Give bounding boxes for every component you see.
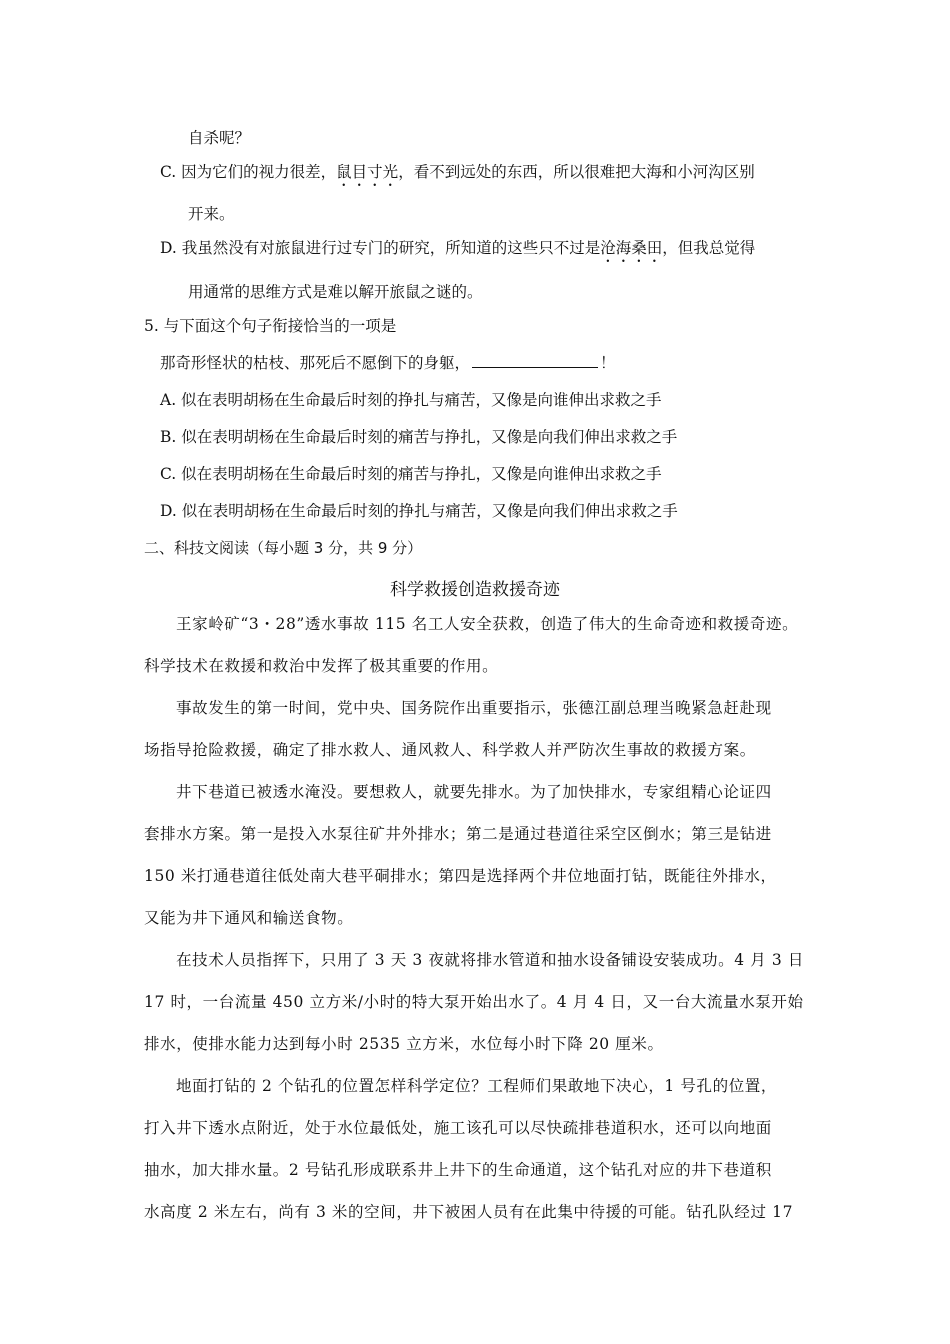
article-line: 150 米打通巷道往低处南大巷平硐排水；第四是选择两个井位地面打钻，既能往外排水， <box>144 867 777 885</box>
article-line: 17 时，一台流量 450 立方米/小时的特大泵开始出水了。4 月 4 日，又一台大流量水泵开始 <box>144 993 804 1011</box>
article-line: 王家岭矿“3・28”透水事故 115 名工人安全获救，创造了伟大的生命奇迹和救援奇迹。 <box>176 615 799 633</box>
option-d-text-post: ，但我总觉得 <box>662 239 756 257</box>
article-line: 打入井下透水点附近，处于水位最低处，施工该孔可以尽快疏排巷道积水，还可以向地面 <box>144 1119 772 1137</box>
article-line: 地面打钻的 2 个钻孔的位置怎样科学定位？工程师们果敢地下决心，1 号孔的位置， <box>176 1077 778 1095</box>
article-line: 套排水方案。第一是投入水泵往矿井外排水；第二是通过巷道往采空区倒水；第三是钻进 <box>144 825 772 843</box>
sentence-text: 那奇形怪状的枯枝、那死后不愿倒下的身躯， <box>160 354 471 372</box>
option-d-emphasis: 沧海桑田 <box>600 239 663 257</box>
question-5-option-c: C. 似在表明胡杨在生命最后时刻的痛苦与挣扎，又像是向谁伸出求救之手 <box>160 465 662 483</box>
article-line: 井下巷道已被透水淹没。要想救人，就要先排水。为了加快排水，专家组精心论证四 <box>176 783 772 801</box>
article-line: 抽水，加大排水量。2 号钻孔形成联系井上井下的生命通道，这个钻孔对应的井下巷道积 <box>144 1161 772 1179</box>
question-5-option-a: A. 似在表明胡杨在生命最后时刻的挣扎与痛苦，又像是向谁伸出求救之手 <box>160 391 662 409</box>
sentence-end: ！ <box>600 354 616 372</box>
question-5-option-b: B. 似在表明胡杨在生命最后时刻的痛苦与挣扎，又像是向我们伸出求救之手 <box>160 428 678 446</box>
option-d-text-pre: D. 我虽然没有对旅鼠进行过专门的研究，所知道的这些只不过是 <box>160 239 601 257</box>
question-5-sentence <box>160 353 616 373</box>
option-c-continuation: 开来。 <box>188 205 235 223</box>
option-c-text-post: ，看不到远处的东西，所以很难把大海和小河沟区别 <box>398 163 755 181</box>
article-title: 科学救援创造救援奇迹 <box>390 580 560 600</box>
question-5-stem: 5. 与下面这个句子衔接恰当的一项是 <box>144 317 397 335</box>
option-d <box>160 238 755 266</box>
article-line: 事故发生的第一时间，党中央、国务院作出重要指示，张德江副总理当晚紧急赶赴现 <box>176 699 772 717</box>
article-line: 又能为井下通风和输送食物。 <box>144 909 354 927</box>
article-line: 在技术人员指挥下，只用了 3 天 3 夜就将排水管道和抽水设备铺设安装成功。4 月 3 日 <box>176 951 804 969</box>
article-line: 场指导抢险救援，确定了排水救人、通风救人、科学救人并严防次生事故的救援方案。 <box>144 741 756 759</box>
section-heading: 二、科技文阅读（每小题 3 分，共 9 分） <box>144 539 423 557</box>
option-d-continuation: 用通常的思维方式是难以解开旅鼠之谜的。 <box>188 283 483 301</box>
option-c-emphasis: 鼠目寸光 <box>336 163 399 181</box>
article-line: 科学技术在救援和救治中发挥了极其重要的作用。 <box>144 657 499 675</box>
article-line: 排水，使排水能力达到每小时 2535 立方米，水位每小时下降 20 厘米。 <box>144 1035 664 1053</box>
answer-blank <box>472 353 598 368</box>
option-c-text-pre: C. 因为它们的视力很差， <box>160 163 337 181</box>
question-5-option-d: D. 似在表明胡杨在生命最后时刻的挣扎与痛苦，又像是向我们伸出求救之手 <box>160 502 678 520</box>
option-b-continuation: 自杀呢？ <box>188 129 251 147</box>
article-line: 水高度 2 米左右，尚有 3 米的空间，井下被困人员有在此集中待援的可能。钻孔队经过 17 <box>144 1203 794 1221</box>
option-c <box>160 162 755 190</box>
